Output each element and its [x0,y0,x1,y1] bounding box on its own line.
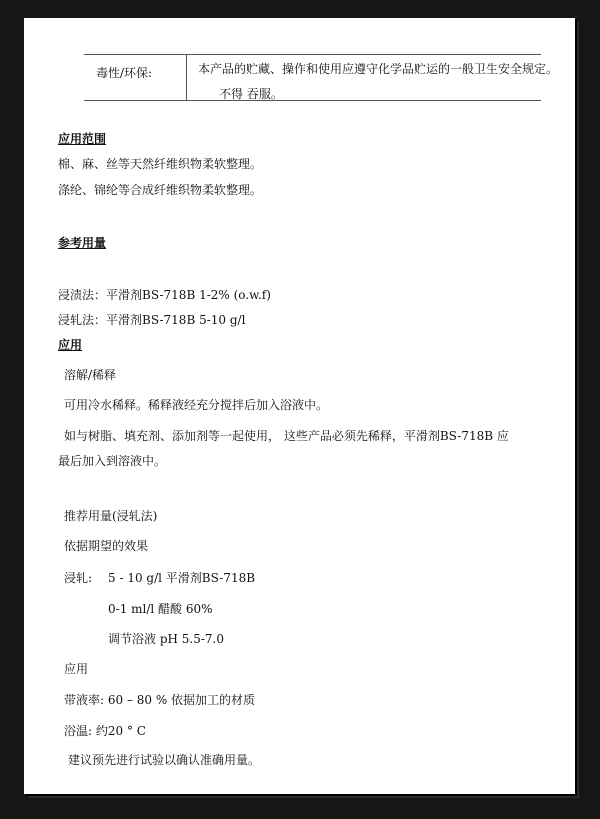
table-row-text-2: 不得 吞服。 [219,87,283,101]
dissolve-title: 溶解/稀释 [64,368,117,382]
scope-line-1: 棉、麻、丝等天然纤维织物柔软整理。 [58,157,263,171]
dosage-line-2: 浸轧法：平滑剂BS-718B 5-10 g/l [58,313,246,327]
note-line-1: 如与树脂、填充剂、添加剂等一起使用， 这些产品必须先稀释，平滑剂BS-718B 应 [64,429,509,443]
padding-value-1: 5 - 10 g/l 平滑剂BS-718B [108,571,256,585]
note-line-2: 最后加入到溶液中。 [58,454,167,468]
scope-heading: 应用范围 [58,132,107,146]
padding-value-3: 调节浴液 pH 5.5-7.0 [108,632,224,646]
effect-line: 依据期望的效果 [64,539,149,553]
table-row-text-1: 本产品的贮藏、操作和使用应遵守化学品贮运的一般卫生安全规定。 [198,62,559,76]
pickup-line: 带液率: 60 – 80 % 依据加工的材质 [64,693,256,707]
padding-label: 浸轧: [64,571,93,585]
table-row-label: 毒性/环保: [96,66,153,80]
apply-label: 应用 [64,662,89,676]
dosage-heading: 参考用量 [58,236,107,250]
dissolve-text: 可用冷水稀释。稀释液经充分搅拌后加入浴液中。 [64,398,329,412]
application-heading: 应用 [58,338,83,352]
scope-line-2: 涤纶、锦纶等合成纤维织物柔软整理。 [58,183,263,197]
document-page [24,18,575,794]
advice-line: 建议预先进行试验以确认准确用量。 [68,753,261,767]
table-bottom-border [84,100,541,101]
table-column-divider [186,54,187,101]
dosage-line-1: 浸渍法：平滑剂BS-718B 1-2% (o.w.f) [58,288,271,302]
recommend-title: 推荐用量(浸轧法) [64,509,158,523]
padding-value-2: 0-1 ml/l 醋酸 60% [108,602,213,616]
table-top-border [84,54,541,55]
temperature-line: 浴温: 约20 ° C [64,724,146,738]
